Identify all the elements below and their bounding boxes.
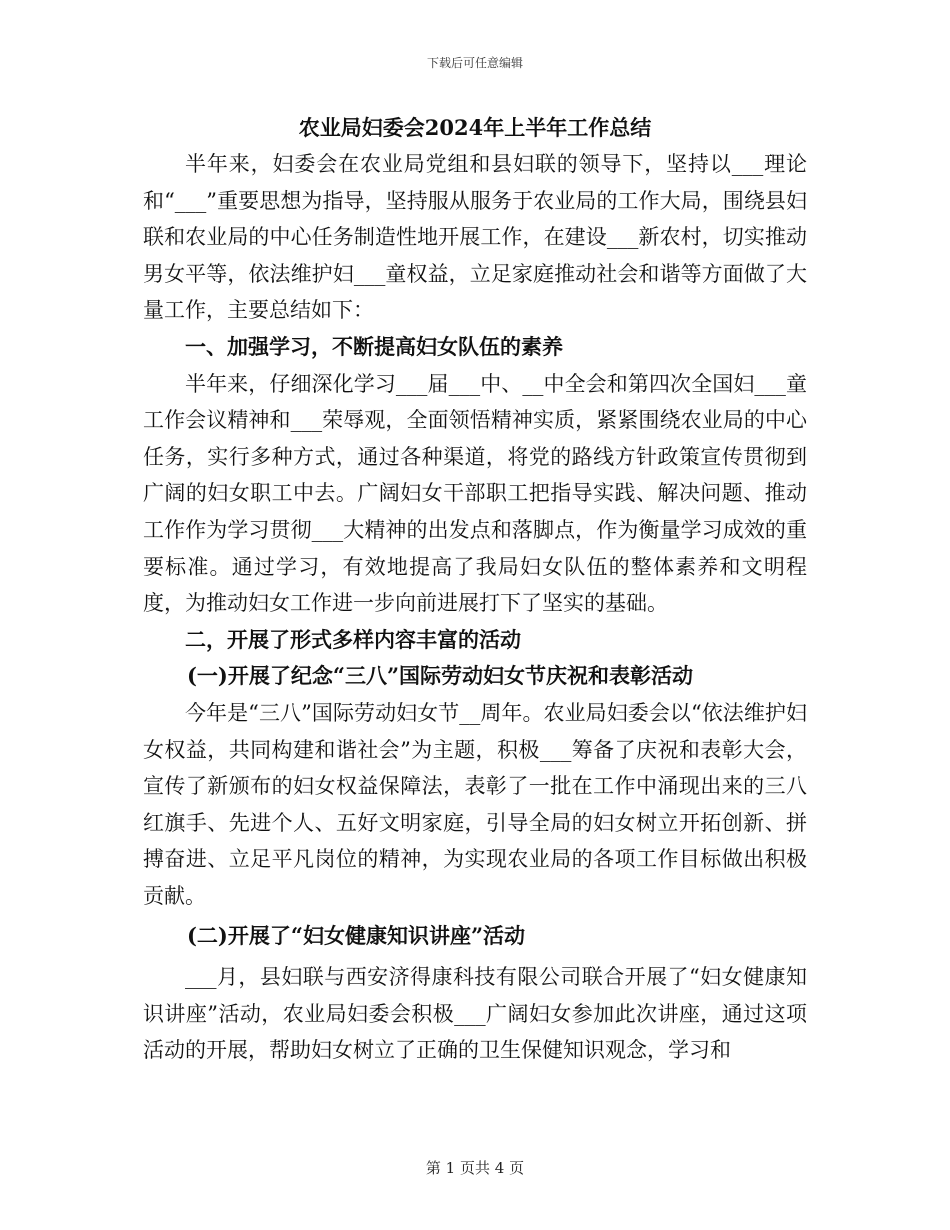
section-1-paragraph: 半年来，仔细深化学习___届___中、__中全会和第四次全国妇___童工作会议精神和___荣辱观，全面领悟精神实质，紧紧围绕农业局的中心任务，实行多种方式，通过各种渠道，将党的路线方针政策宣传贯彻到广阔的妇女职工中去。广阔妇女干部职工把指导实践、解决问题、推动工作作为学习贯彻___大精神的出发点和落脚点，作为衡量学习成效的重要标准。通过学习，有效地提高了我局妇女队伍的整体素养和文明程度，为推动妇女工作进一步向前进展打下了坚实的基础。: [143, 371, 807, 616]
subsection-2-heading: (二)开展了“妇女健康知识讲座”活动: [187, 923, 526, 949]
subsection-2-paragraph: ___月，县妇联与西安济得康科技有限公司联合开展了“妇女健康知识讲座”活动，农业局妇委会积极___广阔妇女参加此次讲座，通过这项活动的开展，帮助妇女树立了正确的卫生保健知识观念，学习和: [143, 965, 807, 1063]
document-body: [143, 110, 807, 1069]
page-footer: 第 1 页共 4 页: [425, 1159, 525, 1177]
subsection-1-heading: (一)开展了纪念“三八”国际劳动妇女节庆祝和表彰活动: [187, 663, 694, 689]
section-1-heading: 一、加强学习，不断提高妇女队伍的素养: [185, 333, 563, 359]
intro-paragraph: 半年来，妇委会在农业局党组和县妇联的领导下，坚持以___理论和“___”重要思想为指导，坚持服从服务于农业局的工作大局，围绕县妇联和农业局的中心任务制造性地开展工作，在建设___新农村，切实推动男女平等，依法维护妇___童权益，立足家庭推动社会和谐等方面做了大量工作，主要总结如下：: [143, 152, 807, 323]
document-title: 农业局妇委会2024年上半年工作总结: [298, 115, 652, 140]
header-note: 下载后可任意编辑: [426, 56, 523, 70]
section-2-heading: 二，开展了形式多样内容丰富的活动: [185, 626, 521, 652]
subsection-1-paragraph: 今年是“三八”国际劳动妇女节__周年。农业局妇委会以“依法维护妇女权益，共同构建和谐社会”为主题，积极___筹备了庆祝和表彰大会，宣传了新颁布的妇女权益保障法，表彰了一批在工作中涌现出来的三八红旗手、先进个人、五好文明家庭，引导全局的妇女树立开拓创新、拼搏奋进、立足平凡岗位的精神，为实现农业局的各项工作目标做出积极贡献。: [143, 700, 807, 908]
